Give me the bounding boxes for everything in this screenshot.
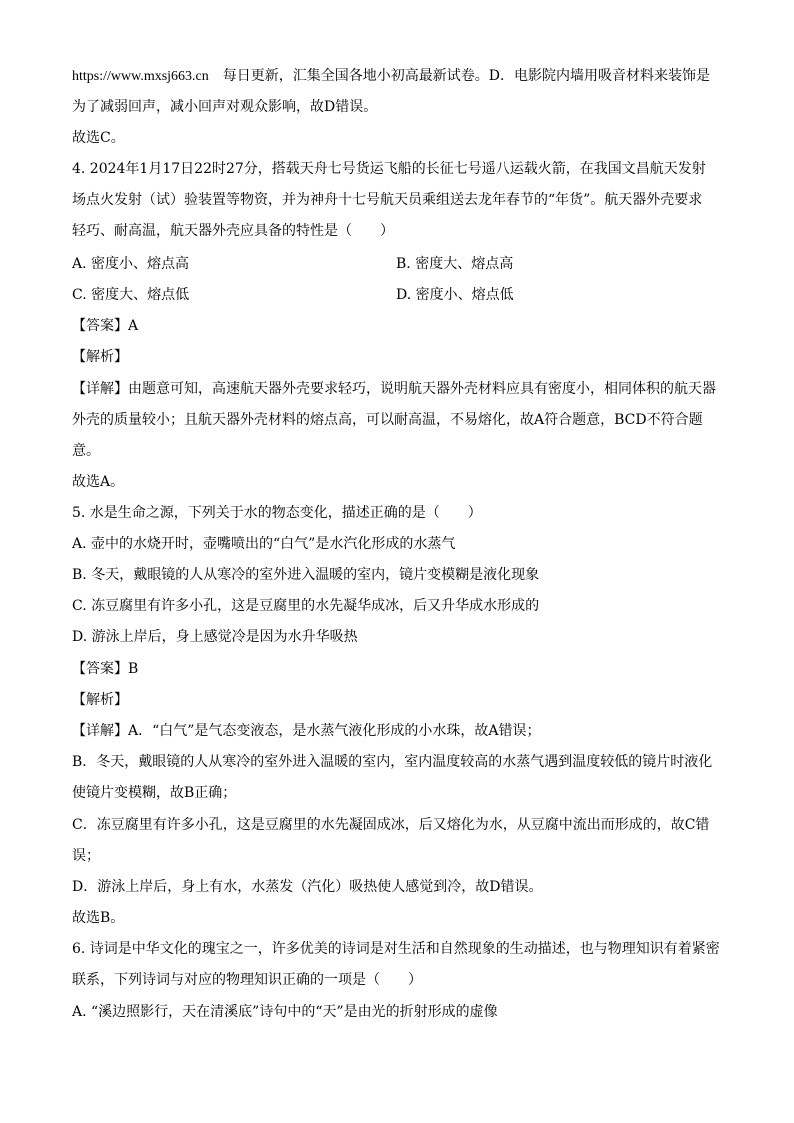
q5-option-c: C. 冻豆腐里有许多小孔，这是豆腐里的水先凝华成冰，后又升华成水形成的 [72,598,540,614]
q4-option-b: B. 密度大、熔点高 [396,256,514,272]
q5-detail-line-1: 【详解】A．“白气”是气态变液态，是水蒸气液化形成的小水珠，故A错误； [72,723,541,739]
q5-choose: 故选B。 [72,910,125,926]
q4-stem-line-2: 场点火发射（试）验装置等物资，并为神舟十七号航天员乘组送去龙年春节的“年货”。航天器外壳要求 [72,192,703,208]
answer-tag: 【答案】 [72,318,128,334]
q4-detail-line-1: 【详解】由题意可知，高速航天器外壳要求轻巧，说明航天器外壳材料应具有密度小，相同体积的航天器 [72,381,716,397]
q4-option-d: D. 密度小、熔点低 [396,287,514,303]
q5-analysis-tag: 【解析】 [72,692,128,708]
q4-analysis-tag: 【解析】 [72,349,128,365]
q6-option-a: A. “溪边照影行，天在清溪底”诗句中的“天”是由光的折射形成的虚像 [72,1004,498,1020]
q4-detail-line-3: 意。 [72,443,100,459]
q4-choose: 故选A。 [72,474,125,490]
q5-detail-line-4: C．冻豆腐里有许多小孔，这是豆腐里的水先凝固成冰，后又熔化为水，从豆腐中流出而形成的，故C错 [72,817,710,833]
answer-value: B [128,661,139,677]
q5-answer [72,660,732,678]
q4-stem-line-1: 4. 2024年1月17日22时27分，搭载天舟七号货运飞船的长征七号遥八运载火箭，在我国文昌航天发射 [72,161,706,177]
q6-stem-line-2: 联系，下列诗词与对应的物理知识正确的一项是（ ） [72,972,422,988]
q5-option-d: D. 游泳上岸后，身上感觉冷是因为水升华吸热 [72,629,358,645]
q5-detail-line-5: 误； [72,848,100,864]
source-url[interactable]: https://www.mxsj663.cn [72,69,209,84]
q5-detail-line-3: 使镜片变模糊，故B正确； [72,785,237,801]
answer-tag: 【答案】 [72,661,128,677]
q3-choose: 故选C。 [72,130,125,146]
q3-explanation-tail: 为了减弱回声，减小回声对观众影响，故D错误。 [72,99,378,115]
q5-option-a: A. 壶中的水烧开时，壶嘴喷出的“白气”是水汽化形成的水蒸气 [72,536,456,552]
q4-answer [72,317,732,335]
q4-detail-line-2: 外壳的质量较小；且航天器外壳材料的熔点高，可以耐高温，不易熔化，故A符合题意，BCD不符合题 [72,412,703,428]
q5-detail-line-6: D．游泳上岸后，身上有水，水蒸发（汽化）吸热使人感觉到冷，故D错误。 [72,879,543,895]
q6-stem-line-1: 6. 诗词是中华文化的瑰宝之一，许多优美的诗词是对生活和自然现象的生动描述，也与物理知识有着紧密 [72,941,720,957]
q4-stem-line-3: 轻巧、耐高温，航天器外壳应具备的特性是（ ） [72,223,394,239]
header-text: 每日更新，汇集全国各地小初高最新试卷。D．电影院内墙用吸音材料来装饰是 [222,68,710,84]
q5-detail-line-2: B．冬天，戴眼镜的人从寒冷的室外进入温暖的室内，室内温度较高的水蒸气遇到温度较低的镜片时液化 [72,754,713,770]
q5-stem: 5. 水是生命之源，下列关于水的物态变化，描述正确的是（ ） [72,505,482,521]
q4-option-a: A. 密度小、熔点高 [72,256,190,272]
header-line [72,67,732,86]
q5-option-b: B. 冬天，戴眼镜的人从寒冷的室外进入温暖的室内，镜片变模糊是液化现象 [72,567,540,583]
answer-value: A [128,318,139,334]
q4-option-c: C. 密度大、熔点低 [72,287,190,303]
